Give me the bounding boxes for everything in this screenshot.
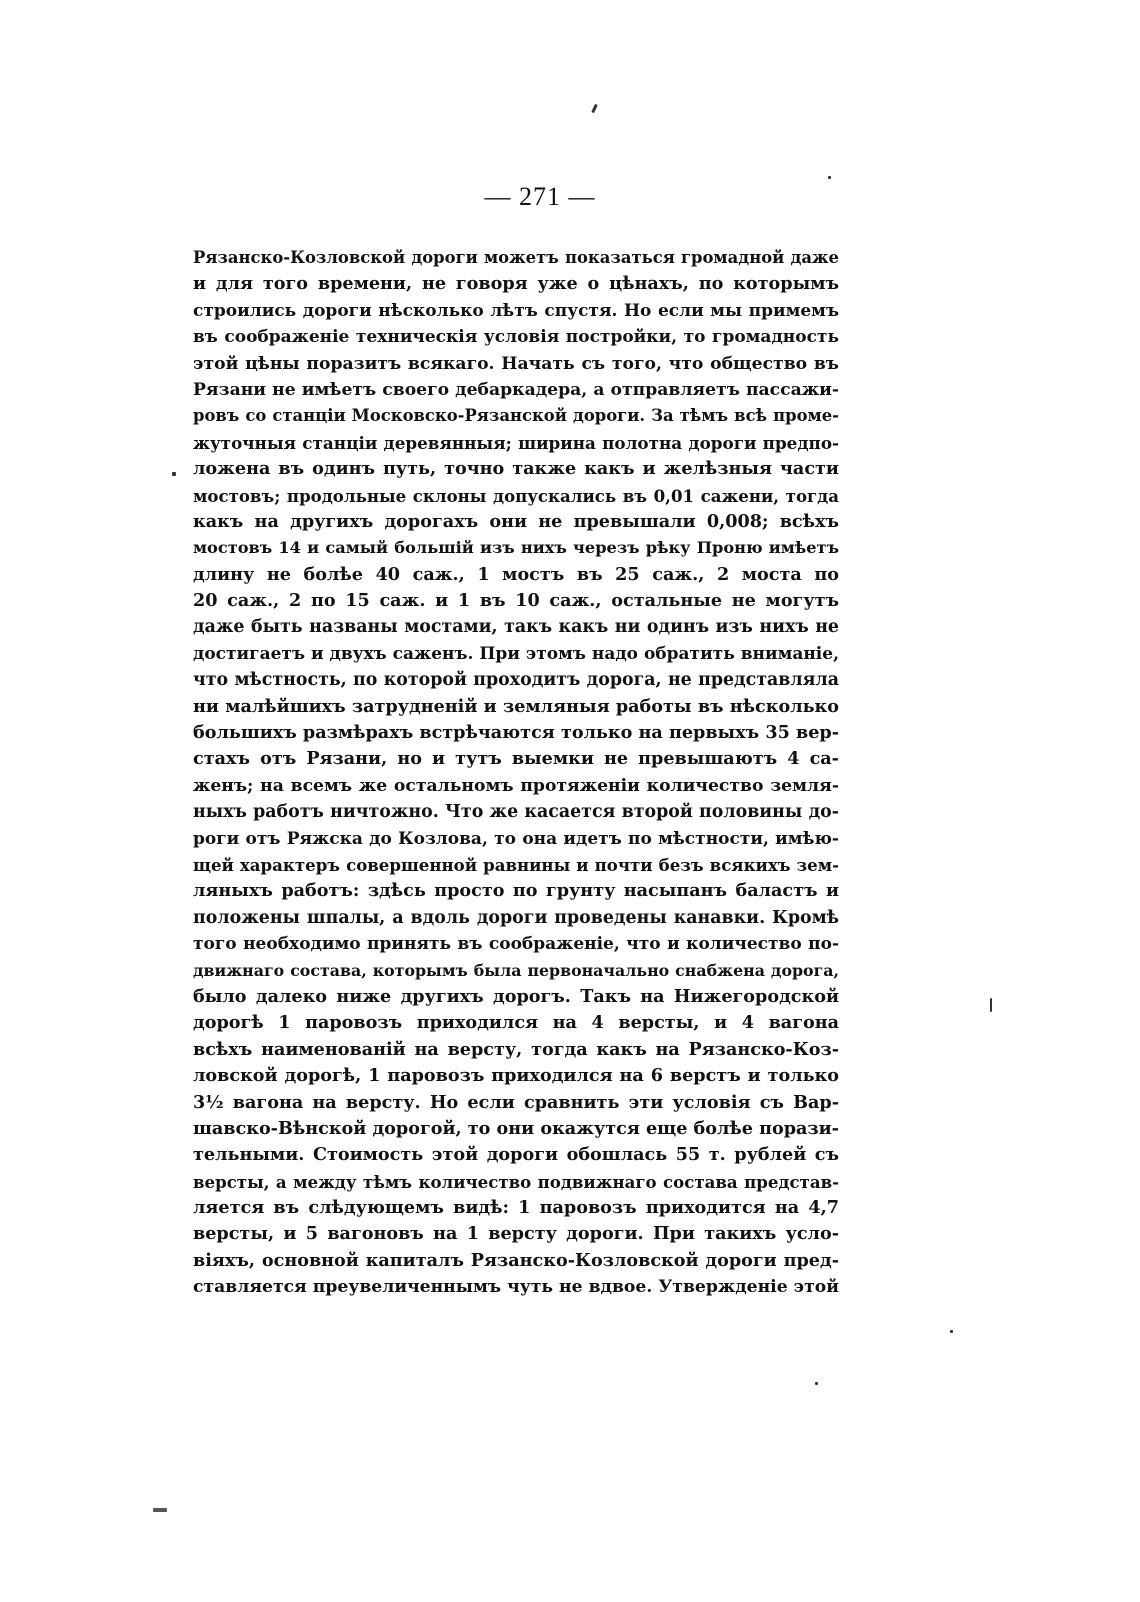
text-line: ловской дорогѣ, 1 паровозъ приходился на 6 верстъ и только [193, 1065, 839, 1087]
scan-speck [950, 1330, 953, 1333]
text-line: тельными. Стоимость этой дороги обошлась 55 т. рублей съ [193, 1144, 839, 1166]
text-line: версты, и 5 вагоновъ на 1 версту дороги. При такихъ усло- [193, 1223, 839, 1245]
text-line: достигаетъ и двухъ саженъ. При этомъ надо обратить вниманiе, [193, 643, 839, 664]
text-line: стахъ отъ Рязани, но и тутъ выемки не превышаютъ 4 са- [193, 748, 839, 770]
scan-speck [990, 998, 992, 1012]
text-line: ровъ со станцiи Московско-Рязанской дороги. За тѣмъ всѣ проме- [193, 406, 839, 426]
text-line: шавско-Вѣнской дорогой, то они окажутся еще болѣе порази- [193, 1117, 839, 1139]
text-line: того необходимо принять въ соображенiе, что и количество по- [193, 934, 839, 955]
text-line: жуточныя станцiи деревянныя; ширина полотна дороги предпо- [193, 432, 839, 453]
text-line: ныхъ работъ ничтожно. Что же касается второй половины до- [193, 802, 839, 823]
page-number: — 271 — [484, 182, 596, 211]
text-line: мостовъ 14 и самый большiй изъ нихъ черезъ рѣку Проню имѣетъ [193, 538, 839, 558]
text-line: мостовъ; продольные склоны допускались въ 0,01 сажени, тогда [193, 485, 839, 506]
text-line: 20 саж., 2 по 15 саж. и 1 въ 10 саж., остальные не могутъ [193, 590, 839, 612]
scan-speck [815, 1382, 818, 1385]
scan-speck [591, 104, 598, 113]
text-line: Рязанско-Козловской дороги можетъ показаться громадной даже [193, 248, 839, 267]
text-line: ляныхъ работъ: здѣсь просто по грунту насыпанъ баластъ и [193, 880, 839, 902]
text-line: и для того времени, не говоря уже о цѣнахъ, по которымъ [193, 273, 839, 295]
text-line: что мѣстность, по которой проходитъ дорога, не представляла [193, 670, 839, 691]
text-line: этой цѣны поразитъ всякаго. Начать съ того, что общество въ [193, 353, 839, 374]
text-line: положены шпалы, а вдоль дороги проведены канавки. Кромѣ [193, 907, 839, 928]
text-line: ни малѣйшихъ затрудненiй и земляныя работы въ нѣсколько [193, 695, 839, 717]
text-line: какъ на другихъ дорогахъ они не превышали 0,008; всѣхъ [193, 510, 839, 532]
text-line: дорогѣ 1 паровозъ приходился на 4 версты, и 4 вагона [193, 1012, 839, 1034]
text-line: роги отъ Ряжска до Козлова, то она идетъ по мѣстности, имѣю- [193, 828, 839, 849]
text-line: большихъ размѣрахъ встрѣчаются только на первыхъ 35 вер- [193, 722, 839, 744]
text-line: было далеко ниже другихъ дорогъ. Такъ на Нижегородской [193, 985, 839, 1007]
text-line: всѣхъ наименованiй на версту, тогда какъ на Рязанско-Коз- [193, 1038, 839, 1060]
text-line: ложена въ одинъ путь, точно также какъ и желѣзныя части [193, 458, 839, 480]
text-line: ставляется преувеличеннымъ чуть не вдвое. Утвержденiе этой [193, 1277, 839, 1298]
text-line: длину не болѣе 40 саж., 1 мостъ въ 25 саж., 2 моста по [193, 563, 839, 585]
text-line: Рязани не имѣетъ своего дебаркадера, а отправляетъ пассажи- [193, 379, 839, 400]
text-line: ляется въ слѣдующемъ видѣ: 1 паровозъ приходится на 4,7 [193, 1197, 839, 1219]
text-line: въ соображенiе техническiя условiя постройки, то громадность [193, 327, 839, 348]
text-line: женъ; на всемъ же остальномъ протяженiи количество земля- [193, 775, 839, 796]
body-text [193, 245, 839, 1301]
text-line: 3½ вагона на версту. Но если сравнить эти условiя съ Вар- [193, 1091, 839, 1113]
scan-speck [172, 472, 176, 476]
text-line: строились дороги нѣсколько лѣтъ спустя. Но если мы примемъ [193, 300, 839, 321]
text-line: вiяхъ, основной капиталъ Рязанско-Козловской дороги пред- [193, 1249, 839, 1271]
scan-speck [153, 1508, 167, 1512]
text-line: щей характеръ совершенной равнины и почти безъ всякихъ зем- [193, 854, 839, 875]
text-line: даже быть названы мостами, такъ какъ ни одинъ изъ нихъ не [193, 617, 839, 638]
scan-speck [828, 176, 831, 179]
text-line: версты, а между тѣмъ количество подвижнаго состава представ- [193, 1171, 839, 1192]
text-line: движнаго состава, которымъ была первоначально снабжена дорога, [193, 960, 839, 980]
